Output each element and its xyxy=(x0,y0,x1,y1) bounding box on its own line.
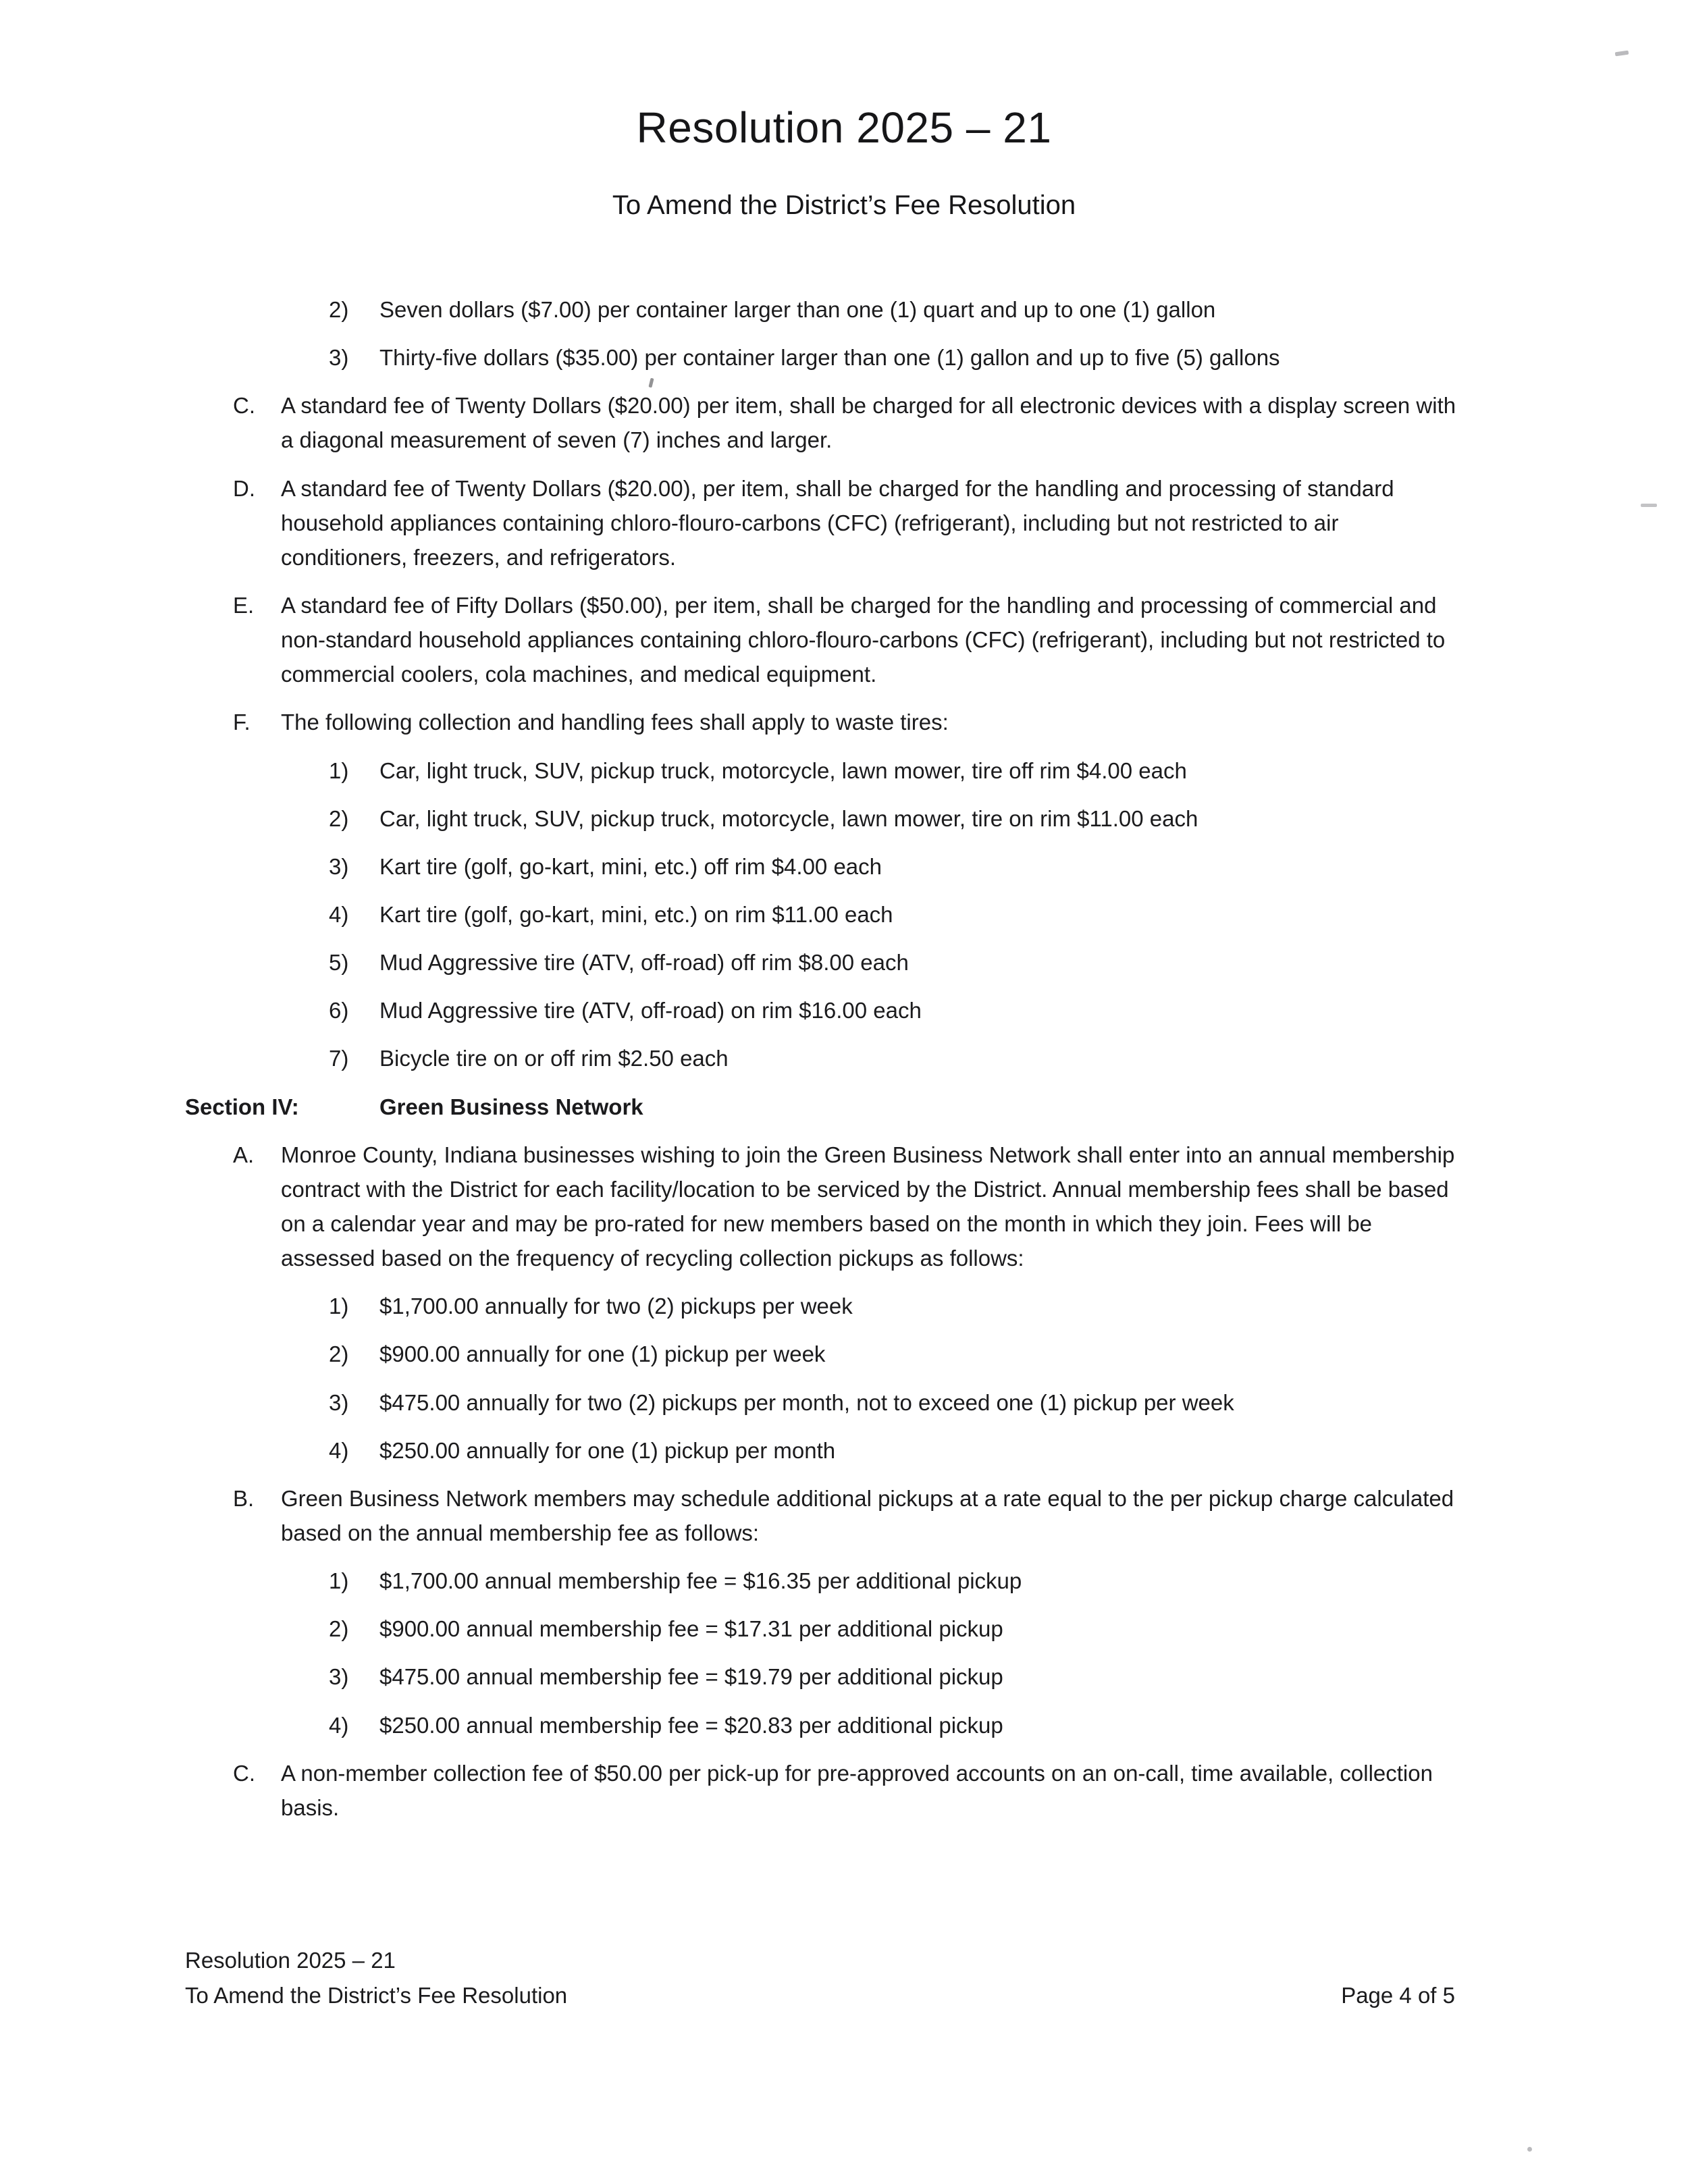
list-item-text: Mud Aggressive tire (ATV, off-road) on rim $16.00 each xyxy=(379,998,922,1023)
list-item-marker: 4) xyxy=(329,1712,349,1738)
list-item-marker: 7) xyxy=(329,1046,349,1071)
scan-artifact xyxy=(1615,51,1629,57)
list-item xyxy=(185,945,1458,980)
list-item-text: $250.00 annually for one (1) pickup per month xyxy=(379,1437,836,1463)
list-item-marker: 2) xyxy=(329,297,349,322)
list-item xyxy=(185,1385,1458,1420)
list-item xyxy=(185,849,1458,884)
list-item xyxy=(185,388,1458,457)
footer-resolution-title: To Amend the District’s Fee Resolution xyxy=(185,1983,568,2008)
list-item xyxy=(185,1138,1458,1276)
list-item-marker: 1) xyxy=(329,757,349,783)
scan-artifact xyxy=(1641,504,1657,507)
list-item-text: $475.00 annual membership fee = $19.79 per additional pickup xyxy=(379,1664,1003,1690)
list-item-marker: 3) xyxy=(329,345,349,371)
list-item xyxy=(185,1659,1458,1694)
list-item-marker: 2) xyxy=(329,1341,349,1367)
list-item xyxy=(185,1612,1458,1646)
list-item xyxy=(185,340,1458,375)
list-item xyxy=(185,1564,1458,1598)
list-item xyxy=(185,801,1458,836)
section-heading-row xyxy=(185,1090,1458,1124)
list-item-marker: 1) xyxy=(329,1568,349,1594)
list-item-text: $250.00 annual membership fee = $20.83 per additional pickup xyxy=(379,1712,1003,1738)
list-item-text: $900.00 annually for one (1) pickup per week xyxy=(379,1341,826,1367)
list-item xyxy=(185,753,1458,788)
list-item-text: Monroe County, Indiana businesses wishing to join the Green Business Network shall enter into an annual membership contract with the District for each facility/location to be serviced by the District. Annual membership fees shall be based on a calendar year and may be pro-rated for new members based on the month in which they join. Fees will be assessed based on the frequency of recycling collection pickups as follows: xyxy=(281,1142,1455,1271)
page-footer xyxy=(185,1943,1455,2013)
document-body xyxy=(185,292,1458,1825)
list-item xyxy=(185,471,1458,575)
list-item xyxy=(185,1337,1458,1371)
list-item-text: $475.00 annually for two (2) pickups per month, not to exceed one (1) pickup per week xyxy=(379,1389,1234,1415)
section-heading: Green Business Network xyxy=(379,1094,643,1119)
list-item-marker: 3) xyxy=(329,1664,349,1690)
list-item-marker: 3) xyxy=(329,853,349,879)
page-title: Resolution 2025 – 21 xyxy=(636,103,1052,152)
list-item-marker: 2) xyxy=(329,1616,349,1642)
list-item xyxy=(185,1289,1458,1323)
list-item-marker: 3) xyxy=(329,1389,349,1415)
list-item xyxy=(185,1756,1458,1825)
list-item-marker: 5) xyxy=(329,950,349,976)
list-item-text: The following collection and handling fees shall apply to waste tires: xyxy=(281,710,949,735)
list-item-text: Seven dollars ($7.00) per container larger than one (1) quart and up to one (1) gallon xyxy=(379,297,1216,322)
list-item xyxy=(185,1041,1458,1075)
list-item-text: Car, light truck, SUV, pickup truck, motorcycle, lawn mower, tire on rim $11.00 each xyxy=(379,805,1198,831)
list-item-marker: C. xyxy=(233,1760,255,1786)
list-item xyxy=(185,705,1458,739)
list-item-text: Thirty-five dollars ($35.00) per container larger than one (1) gallon and up to five (5) gallons xyxy=(379,345,1280,371)
list-item-marker: 6) xyxy=(329,998,349,1023)
list-item-text: A standard fee of Twenty Dollars ($20.00) per item, shall be charged for all electronic devices with a display screen with a diagonal measurement of seven (7) inches and larger. xyxy=(281,393,1456,453)
page-number: Page 4 of 5 xyxy=(1341,1983,1455,2008)
list-item-text: $900.00 annual membership fee = $17.31 per additional pickup xyxy=(379,1616,1003,1642)
list-item-text: Car, light truck, SUV, pickup truck, motorcycle, lawn mower, tire off rim $4.00 each xyxy=(379,757,1187,783)
list-item-text: A standard fee of Twenty Dollars ($20.00), per item, shall be charged for the handling and processing of standard household appliances containing chloro-flouro-carbons (CFC) (refrigerant), including but not restricted to air conditioners, freezers, and refrigerators. xyxy=(281,475,1394,570)
list-item xyxy=(185,1433,1458,1468)
list-item-text: Green Business Network members may schedule additional pickups at a rate equal to the per pickup charge calculated based on the annual membership fee as follows: xyxy=(281,1485,1454,1545)
list-item-text: Bicycle tire on or off rim $2.50 each xyxy=(379,1046,729,1071)
list-item-text: Kart tire (golf, go-kart, mini, etc.) on rim $11.00 each xyxy=(379,901,893,927)
list-item-marker: E. xyxy=(233,592,255,618)
list-item-text: $1,700.00 annual membership fee = $16.35 per additional pickup xyxy=(379,1568,1022,1594)
list-item-marker: 4) xyxy=(329,901,349,927)
list-item-text: A non-member collection fee of $50.00 per pick-up for pre-approved accounts on an on-call, time available, collection basis. xyxy=(281,1760,1433,1820)
scan-artifact xyxy=(1527,2147,1532,2152)
list-item-marker: B. xyxy=(233,1485,255,1511)
list-item-marker: 1) xyxy=(329,1294,349,1319)
page-subtitle: To Amend the District’s Fee Resolution xyxy=(612,190,1076,220)
list-item-marker: D. xyxy=(233,475,255,501)
section-label: Section IV: xyxy=(185,1094,299,1119)
list-item-marker: F. xyxy=(233,710,250,735)
list-item-marker: C. xyxy=(233,393,255,419)
list-item xyxy=(185,897,1458,932)
list-item-marker: 4) xyxy=(329,1437,349,1463)
list-item xyxy=(185,1708,1458,1742)
list-item xyxy=(185,993,1458,1028)
list-item-text: Kart tire (golf, go-kart, mini, etc.) off rim $4.00 each xyxy=(379,853,882,879)
list-item-text: $1,700.00 annually for two (2) pickups per week xyxy=(379,1294,853,1319)
list-item xyxy=(185,588,1458,691)
footer-resolution-block xyxy=(185,1943,567,2013)
list-item-text: Mud Aggressive tire (ATV, off-road) off rim $8.00 each xyxy=(379,950,909,976)
footer-resolution-number: Resolution 2025 – 21 xyxy=(185,1948,396,1973)
list-item-marker: 2) xyxy=(329,805,349,831)
list-item xyxy=(185,1481,1458,1550)
list-item-text: A standard fee of Fifty Dollars ($50.00), per item, shall be charged for the handling and processing of commercial and non-standard household appliances containing chloro-flouro-carbons (CFC) (refrigerant), including but not restricted to commercial coolers, cola machines, and medical equipment. xyxy=(281,592,1446,687)
list-item-marker: A. xyxy=(233,1142,255,1167)
list-item xyxy=(185,292,1458,327)
